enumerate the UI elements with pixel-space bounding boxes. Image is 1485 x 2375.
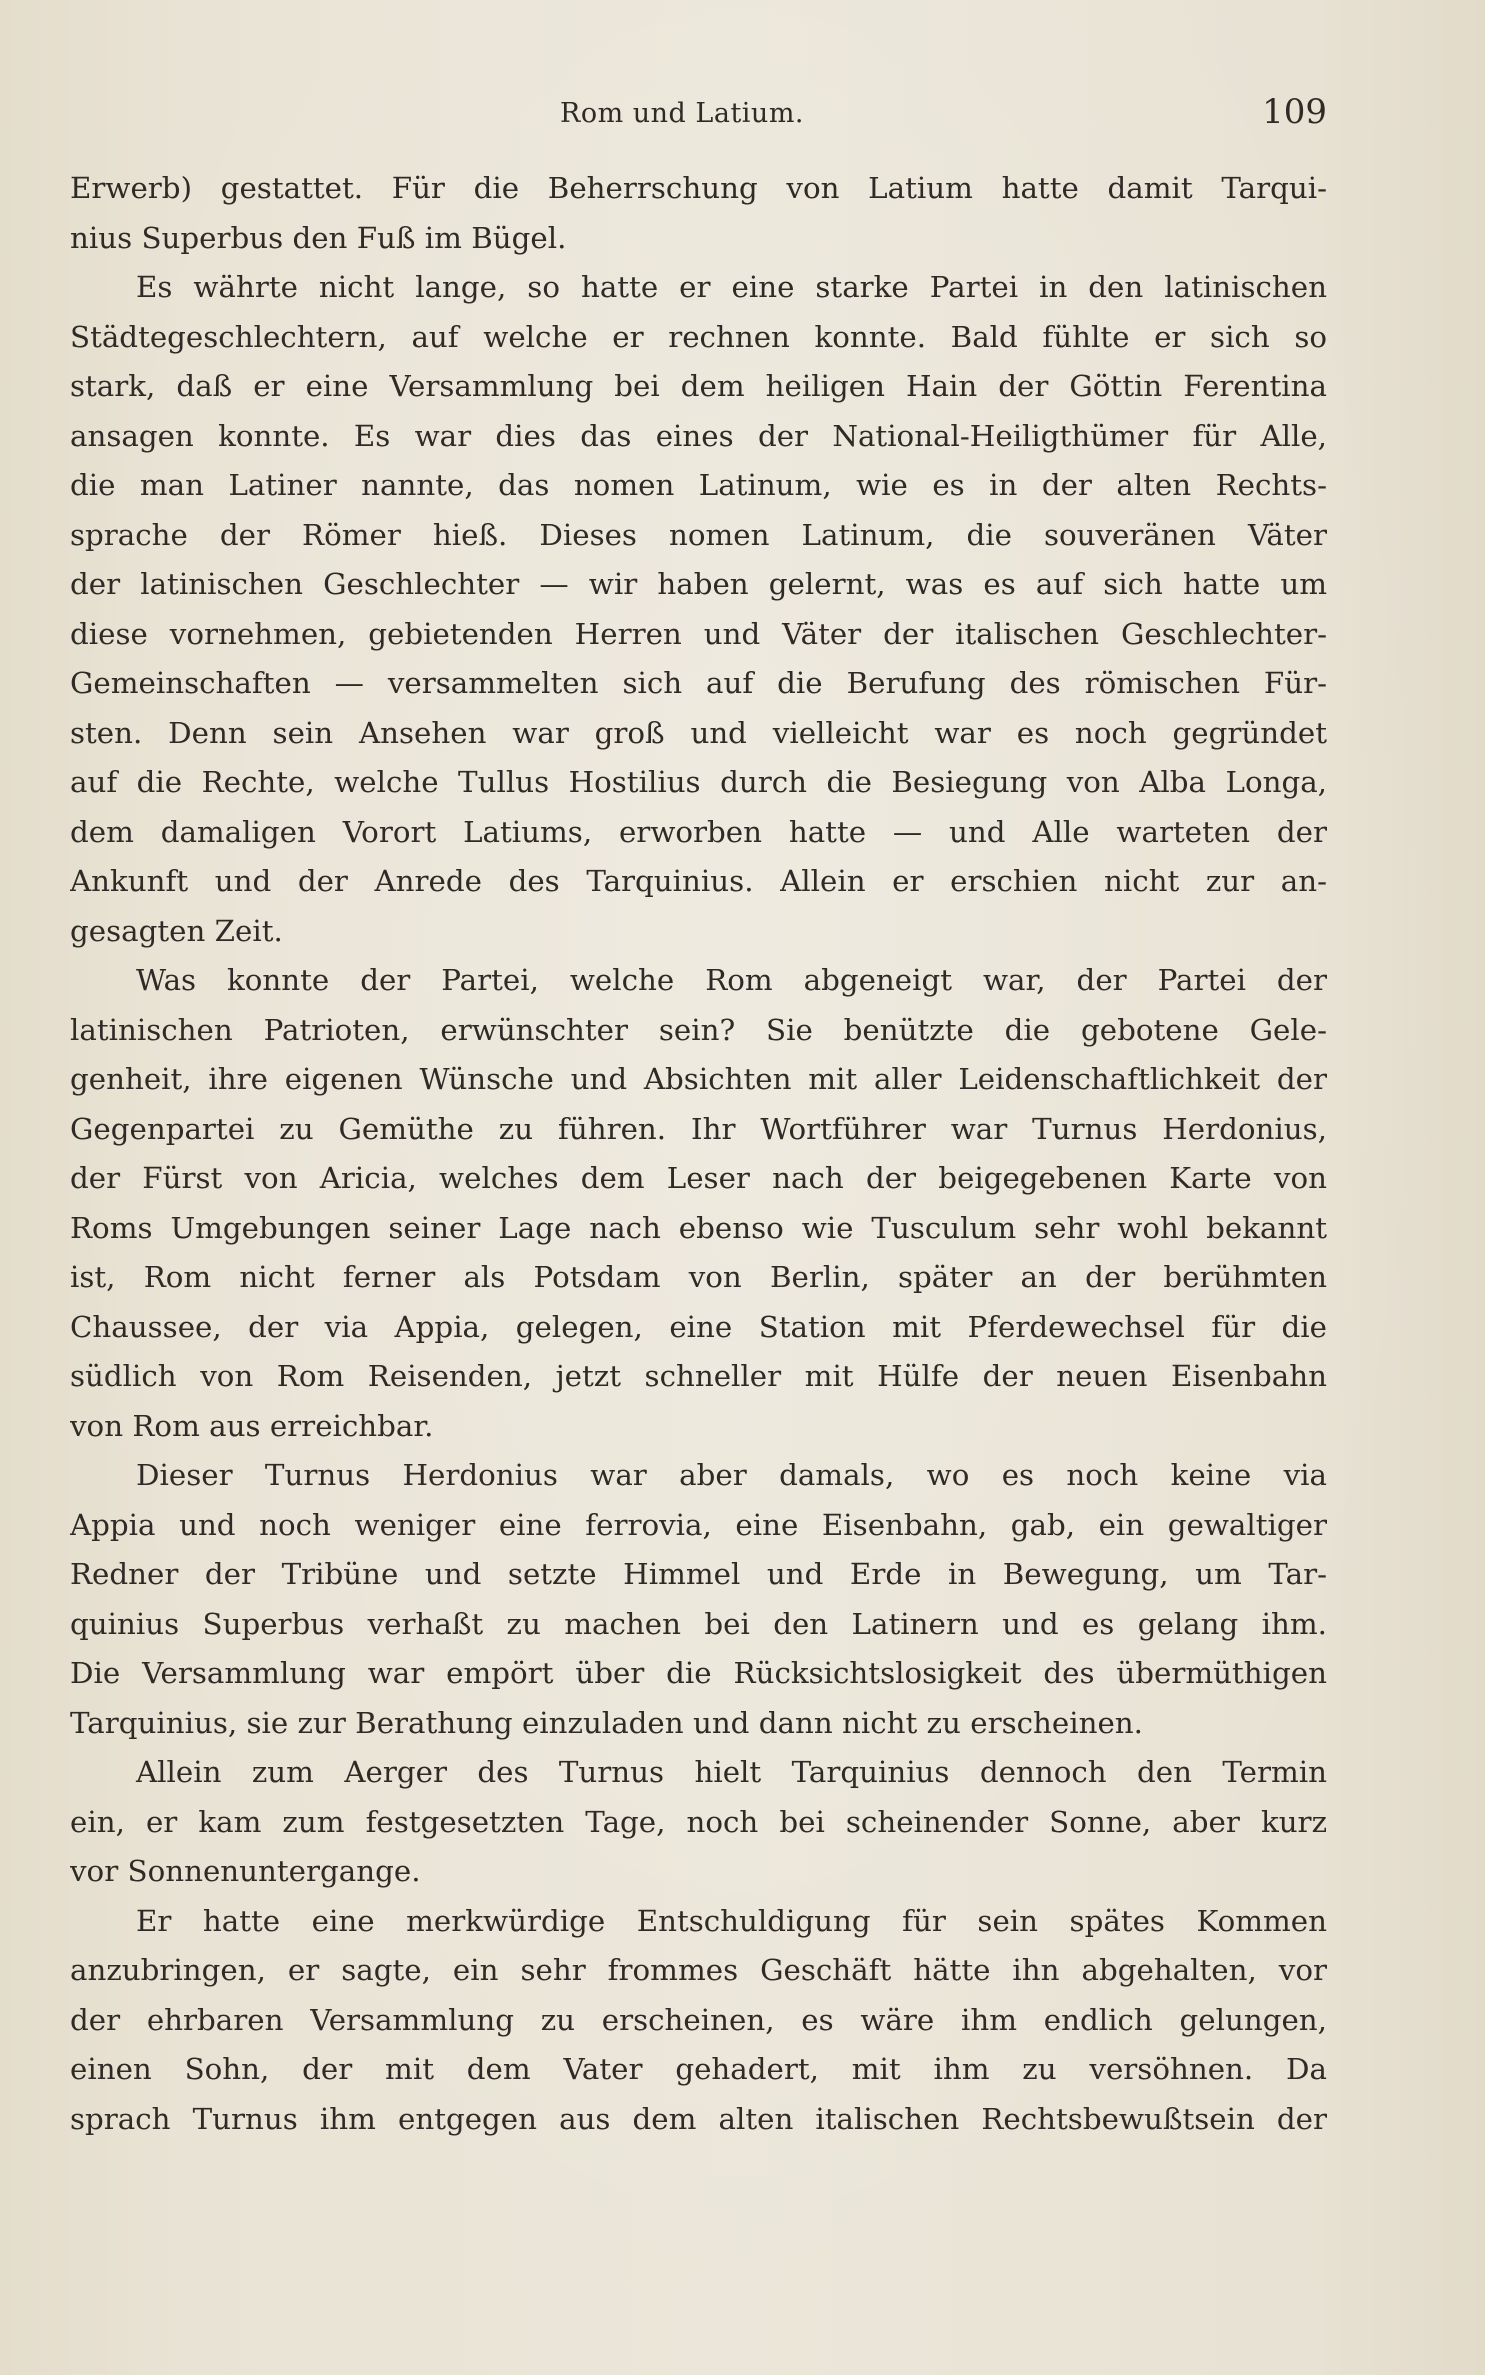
text-line: Erwerb) gestattet. Für die Beherrschung von Latium hatte damit Tarqui- [70, 171, 1327, 205]
text-line: Allein zum Aerger des Turnus hielt Tarquinius dennoch den Termin [136, 1755, 1327, 1789]
text-line: sprach Turnus ihm entgegen aus dem alten italischen Rechtsbewußtsein der [70, 2101, 1327, 2136]
text-line: von Rom aus erreichbar. [70, 1408, 434, 1443]
text-line: Was konnte der Partei, welche Rom abgeneigt war, der Partei der [136, 963, 1327, 997]
text-line: ein, er kam zum festgesetzten Tage, noch bei scheinender Sonne, aber kurz [70, 1804, 1327, 1839]
text-line: Die Versammlung war empört über die Rücksichtslosigkeit des übermüthigen [70, 1656, 1327, 1690]
text-line: sten. Denn sein Ansehen war groß und vielleicht war es noch gegründet [70, 715, 1327, 750]
text-line: einen Sohn, der mit dem Vater gehadert, mit ihm zu versöhnen. Da [70, 2052, 1327, 2086]
text-line: Tarquinius, sie zur Berathung einzuladen und dann nicht zu erscheinen. [70, 1705, 1143, 1740]
text-line: Dieser Turnus Herdonius war aber damals, wo es noch keine via [136, 1458, 1327, 1492]
text-line: Es währte nicht lange, so hatte er eine starke Partei in den latinischen [136, 270, 1327, 304]
running-title: Rom und Latium. [560, 98, 805, 129]
text-line: die man Latiner nannte, das nomen Latinum, wie es in der alten Rechts- [70, 468, 1327, 502]
text-line: südlich von Rom Reisenden, jetzt schneller mit Hülfe der neuen Eisenbahn [70, 1359, 1327, 1393]
text-line: anzubringen, er sagte, ein sehr frommes Geschäft hätte ihn abgehalten, vor [70, 1953, 1327, 1987]
text-line: stark, daß er eine Versammlung bei dem heiligen Hain der Göttin Ferentina [70, 369, 1327, 403]
text-line: Gemeinschaften — versammelten sich auf die Berufung des römischen Für- [70, 666, 1327, 700]
text-line: gesagten Zeit. [70, 913, 283, 948]
text-line: Chaussee, der via Appia, gelegen, eine Station mit Pferdewechsel für die [70, 1309, 1327, 1344]
page-number: 109 [1262, 92, 1327, 132]
text-line: nius Superbus den Fuß im Bügel. [70, 220, 567, 255]
text-line: latinischen Patrioten, erwünschter sein? Sie benützte die gebotene Gele- [70, 1012, 1327, 1047]
text-line: der latinischen Geschlechter — wir haben gelernt, was es auf sich hatte um [70, 567, 1327, 601]
body-text [70, 164, 1327, 2144]
text-line: Gegenpartei zu Gemüthe zu führen. Ihr Wortführer war Turnus Herdonius, [70, 1111, 1327, 1146]
text-line: sprache der Römer hieß. Dieses nomen Latinum, die souveränen Väter [70, 517, 1327, 552]
text-line: der Fürst von Aricia, welches dem Leser nach der beigegebenen Karte von [70, 1161, 1327, 1195]
text-line: diese vornehmen, gebietenden Herren und Väter der italischen Geschlechter- [70, 616, 1327, 651]
text-line: Städtegeschlechtern, auf welche er rechnen konnte. Bald fühlte er sich so [70, 319, 1327, 354]
text-line: genheit, ihre eigenen Wünsche und Absichten mit aller Leidenschaftlichkeit der [70, 1062, 1327, 1096]
text-line: Appia und noch weniger eine ferrovia, eine Eisenbahn, gab, ein gewaltiger [70, 1507, 1327, 1542]
text-line: ist, Rom nicht ferner als Potsdam von Berlin, später an der berühmten [70, 1260, 1327, 1294]
text-line: der ehrbaren Versammlung zu erscheinen, es wäre ihm endlich gelungen, [70, 2002, 1327, 2037]
running-head [70, 92, 1327, 142]
text-line: Ankunft und der Anrede des Tarquinius. Allein er erschien nicht zur an- [70, 864, 1327, 898]
text-line: Roms Umgebungen seiner Lage nach ebenso wie Tusculum sehr wohl bekannt [70, 1210, 1327, 1245]
text-line: ansagen konnte. Es war dies das eines der National-Heiligthümer für Alle, [70, 418, 1327, 453]
text-line: Er hatte eine merkwürdige Entschuldigung für sein spätes Kommen [136, 1903, 1327, 1938]
text-line: Redner der Tribüne und setzte Himmel und Erde in Bewegung, um Tar- [70, 1557, 1327, 1591]
text-line: auf die Rechte, welche Tullus Hostilius durch die Besiegung von Alba Longa, [70, 765, 1327, 799]
text-line: vor Sonnenuntergange. [70, 1854, 421, 1888]
text-line: quinius Superbus verhaßt zu machen bei den Latinern und es gelang ihm. [70, 1606, 1327, 1641]
text-line: dem damaligen Vorort Latiums, erworben hatte — und Alle warteten der [70, 814, 1327, 849]
